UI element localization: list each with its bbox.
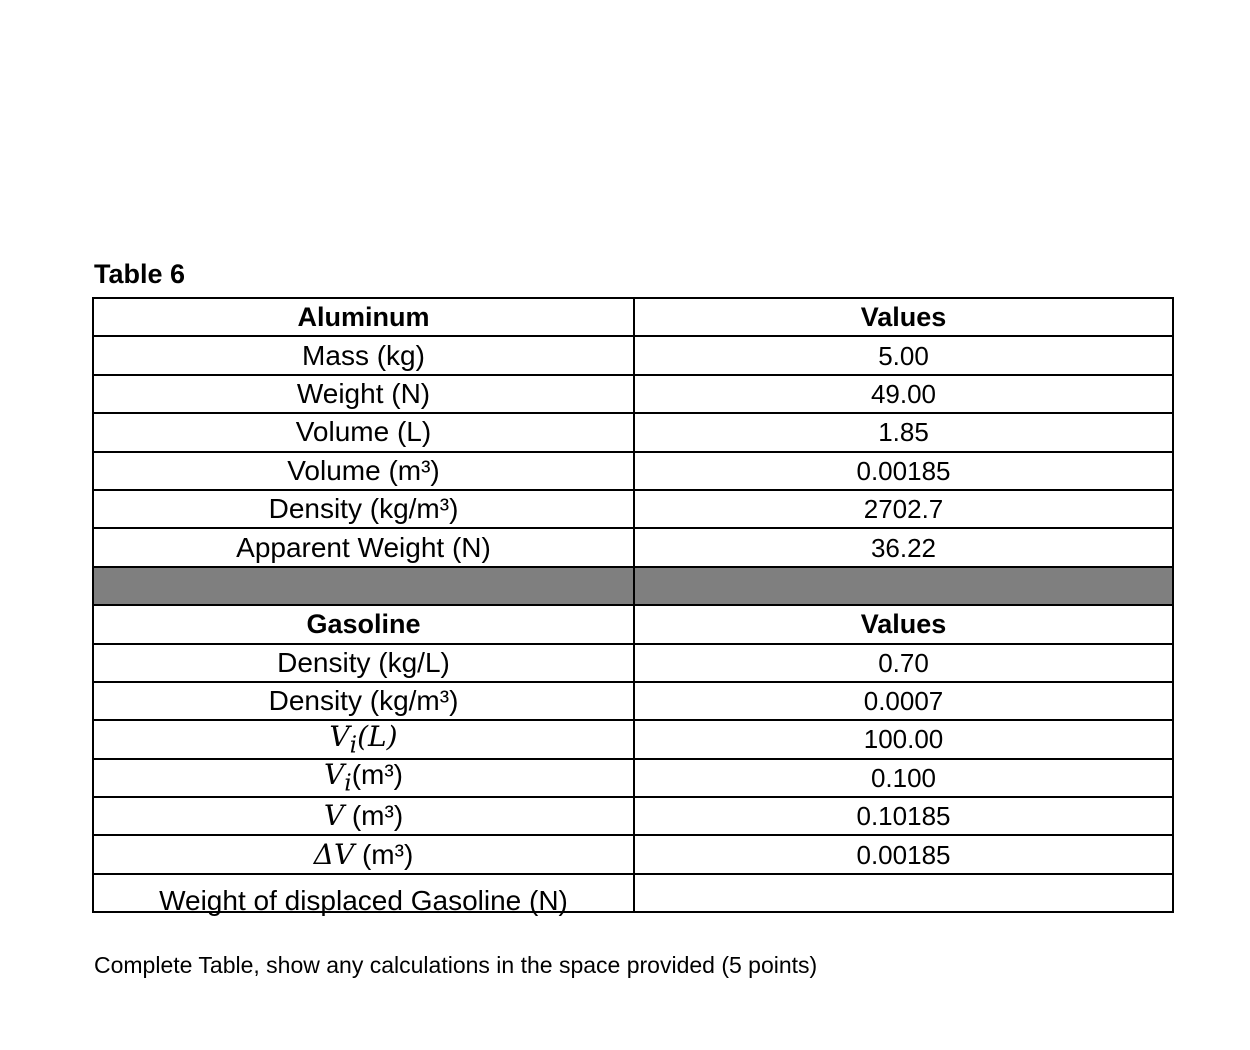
data-table <box>92 297 1174 917</box>
math-symbol: V <box>324 757 345 791</box>
row-value: 0.10185 <box>634 797 1173 835</box>
row-value: 5.00 <box>634 336 1173 374</box>
math-subscript: i <box>349 730 358 759</box>
row-label: Apparent Weight (N) <box>93 528 634 566</box>
unit-text: (m³) <box>344 800 404 832</box>
unit-text: (m³) <box>351 758 403 790</box>
values-header: Values <box>634 605 1173 643</box>
gasoline-header-row <box>93 605 1173 643</box>
section-separator-row <box>93 567 1173 605</box>
table-caption: Table 6 <box>94 259 186 289</box>
row-label-text: Weight of displaced Gasoline (N) <box>159 885 568 917</box>
row-value: 49.00 <box>634 375 1173 413</box>
row-label <box>93 759 634 797</box>
math-symbol: V <box>323 799 345 833</box>
values-header: Values <box>634 298 1173 336</box>
row-label: Mass (kg) <box>93 336 634 374</box>
table-row-initial-volume-m3 <box>93 759 1173 797</box>
table-row-volume-l <box>93 413 1173 451</box>
math-symbol: V <box>329 719 350 753</box>
table-row-weight <box>93 375 1173 413</box>
row-label: Volume (L) <box>93 413 634 451</box>
row-value: 0.100 <box>634 759 1173 797</box>
unit-text: (m³) <box>354 838 414 870</box>
table-row-density-kg-m3 <box>93 682 1173 720</box>
row-label: Density (kg/m³) <box>93 490 634 528</box>
row-value: 0.00185 <box>634 452 1173 490</box>
row-value: 1.85 <box>634 413 1173 451</box>
separator-cell <box>634 567 1173 605</box>
math-symbol: ΔV <box>313 837 355 871</box>
table-row-volume-total <box>93 797 1173 835</box>
table-row-delta-volume <box>93 835 1173 873</box>
row-label: Density (kg/m³) <box>93 682 634 720</box>
aluminum-header-label: Aluminum <box>93 298 634 336</box>
table-row-volume-m3 <box>93 452 1173 490</box>
instructions-text: Complete Table, show any calculations in the space provided (5 points) <box>94 952 818 978</box>
separator-cell <box>93 567 634 605</box>
table-row-initial-volume-l <box>93 720 1173 758</box>
row-value: 100.00 <box>634 720 1173 758</box>
table-row-density-kg-l <box>93 644 1173 682</box>
empty-answer-cell <box>634 874 1173 912</box>
row-label <box>93 797 634 835</box>
row-label <box>93 835 634 873</box>
aluminum-header-row <box>93 298 1173 336</box>
row-value: 0.70 <box>634 644 1173 682</box>
row-value: 0.0007 <box>634 682 1173 720</box>
unit-text: (L) <box>357 719 398 753</box>
row-label: Volume (m³) <box>93 452 634 490</box>
table-row-displaced-weight <box>93 874 1173 912</box>
row-value: 36.22 <box>634 528 1173 566</box>
gasoline-header-label: Gasoline <box>93 605 634 643</box>
table-row-density <box>93 490 1173 528</box>
table-row-mass <box>93 336 1173 374</box>
row-label <box>93 874 634 917</box>
row-label: Density (kg/L) <box>93 644 634 682</box>
row-value: 0.00185 <box>634 835 1173 873</box>
row-label <box>93 720 634 758</box>
row-label: Weight (N) <box>93 375 634 413</box>
table-row-apparent-weight <box>93 528 1173 566</box>
row-value: 2702.7 <box>634 490 1173 528</box>
math-subscript: i <box>344 768 352 797</box>
